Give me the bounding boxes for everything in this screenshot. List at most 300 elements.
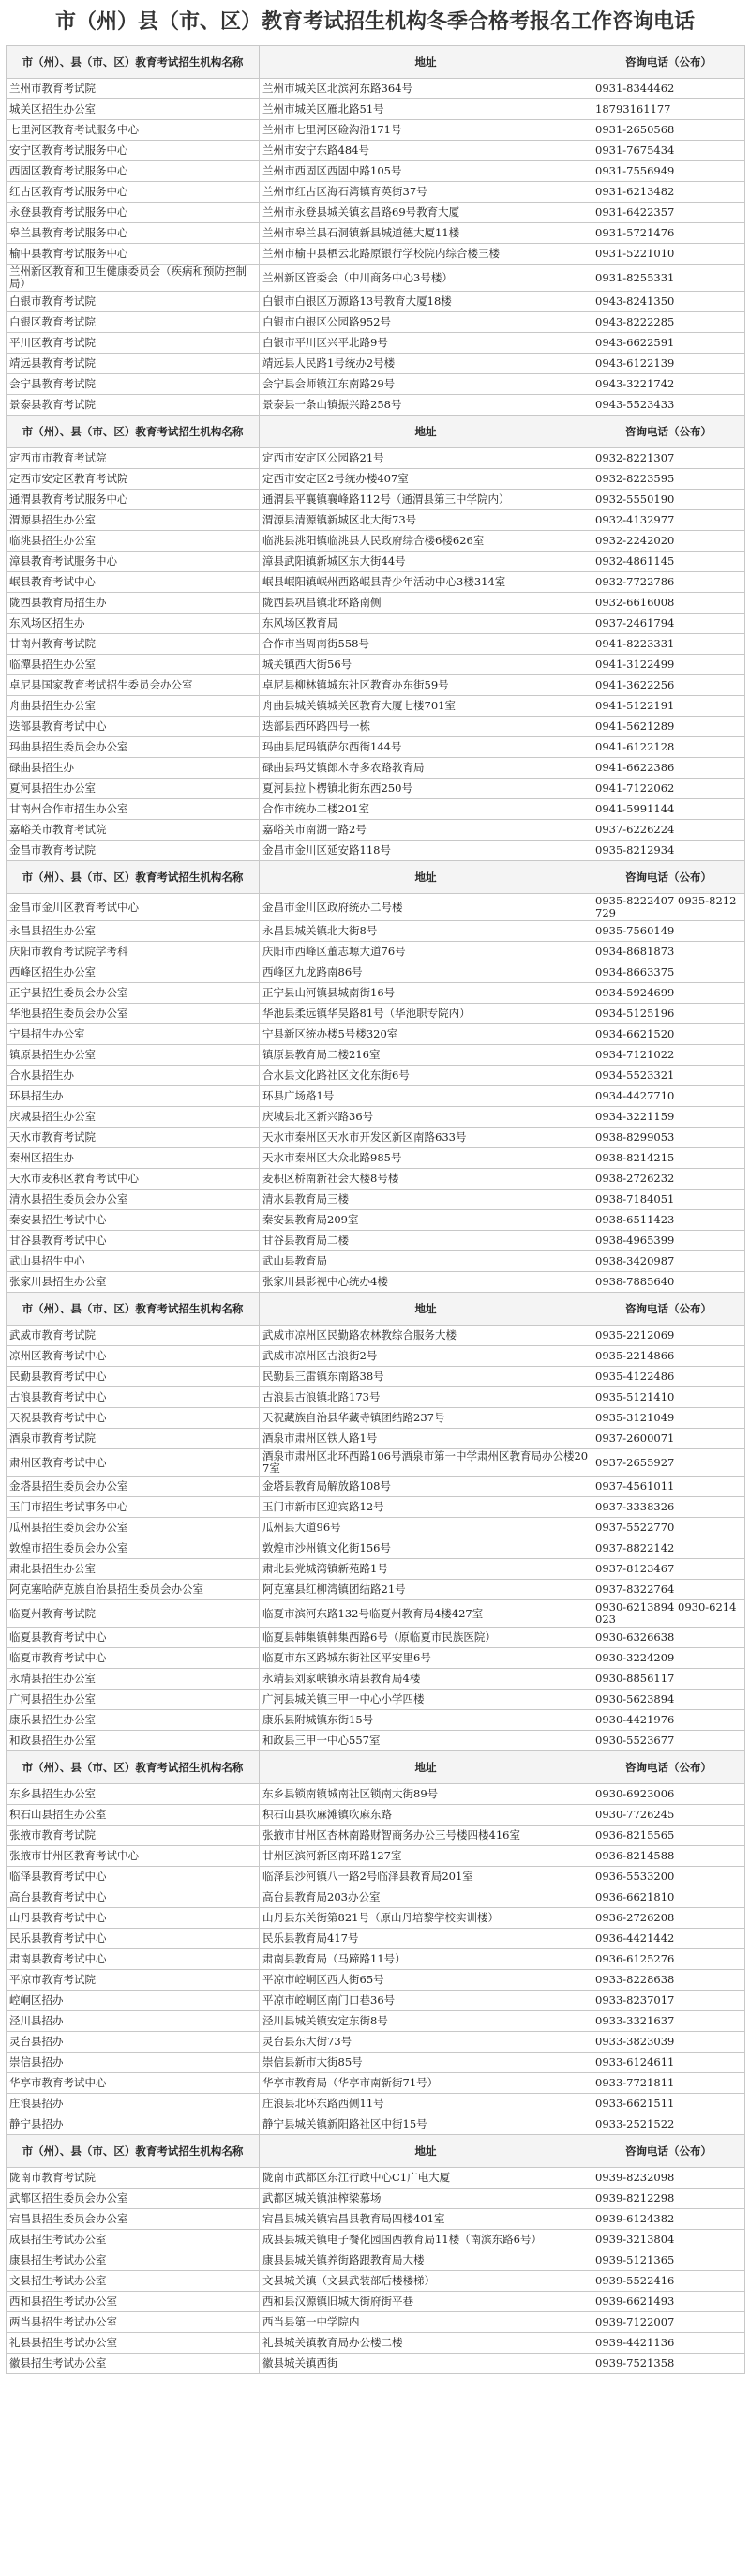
phone-cell: 0931-5221010 [592,244,745,265]
org-name-cell: 兰州新区教育和卫生健康委员会（疾病和预防控制局） [7,265,260,292]
phone-cell: 0933-7721811 [592,2073,745,2094]
org-name-cell: 碌曲县招生办 [7,758,260,779]
org-name-cell: 定西市市教育考试院 [7,448,260,469]
address-cell: 古浪县古浪镇北路173号 [260,1387,592,1408]
org-name-cell: 玉门市招生考试事务中心 [7,1497,260,1518]
phone-cell: 0930-6326638 [592,1628,745,1648]
org-name-cell: 通渭县教育考试服务中心 [7,490,260,510]
org-name-cell: 宕昌县招生委员会办公室 [7,2209,260,2230]
phone-cell: 0935-2212069 [592,1326,745,1346]
phone-cell: 0933-3321637 [592,2011,745,2032]
table-row [7,1408,745,1429]
org-name-cell: 积石山县招生办公室 [7,1805,260,1826]
address-cell: 兰州市皋兰县石洞镇新县城道德大厦11楼 [260,223,592,244]
address-cell: 肃南县教育局（马蹄路11号） [260,1949,592,1970]
table-row [7,2011,745,2032]
address-cell: 宕昌县城关镇宕昌县教育局四楼401室 [260,2209,592,2230]
phone-cell: 0931-2650568 [592,120,745,141]
header-address: 地址 [260,1751,592,1784]
table-row [7,1669,745,1690]
table-row [7,655,745,675]
address-cell: 天祝藏族自治县华藏寺镇团结路237号 [260,1408,592,1429]
address-cell: 和政县三甲一中心557室 [260,1731,592,1751]
table-row [7,942,745,962]
phone-cell: 0933-8228638 [592,1970,745,1991]
phone-cell: 0938-4965399 [592,1231,745,1251]
address-cell: 白银市平川区兴平北路9号 [260,333,592,354]
phone-cell: 0934-5924699 [592,983,745,1004]
table-row [7,1559,745,1580]
table-row [7,1169,745,1190]
address-cell: 静宁县城关镇新阳路社区中街15号 [260,2114,592,2135]
org-name-cell: 临潭县招生办公室 [7,655,260,675]
table-row [7,1107,745,1128]
org-name-cell: 山丹县教育考试中心 [7,1908,260,1929]
contact-table-body [7,46,745,2374]
phone-cell: 0937-2600071 [592,1429,745,1449]
table-row [7,820,745,841]
phone-cell: 0933-2521522 [592,2114,745,2135]
org-name-cell: 文县招生考试办公室 [7,2271,260,2292]
address-cell: 广河县城关镇三甲一中心小学四楼 [260,1690,592,1710]
address-cell: 积石山县吹麻滩镇吹麻东路 [260,1805,592,1826]
address-cell: 民乐县教育局417号 [260,1929,592,1949]
phone-cell: 0934-3221159 [592,1107,745,1128]
address-cell: 康县县城关镇养街路跟教育局大楼 [260,2250,592,2271]
address-cell: 酒泉市肃州区北环西路106号酒泉市第一中学肃州区教育局办公楼207室 [260,1449,592,1477]
address-cell: 兰州市永登县城关镇玄昌路69号教育大厦 [260,203,592,223]
header-org: 市（州）、县（市、区）教育考试招生机构名称 [7,1293,260,1326]
phone-cell: 0936-6621810 [592,1887,745,1908]
phone-cell: 0931-6213482 [592,182,745,203]
table-row [7,120,745,141]
header-phone: 咨询电话（公布） [592,1751,745,1784]
phone-cell: 0930-5623894 [592,1690,745,1710]
table-row [7,1949,745,1970]
header-org: 市（州）、县（市、区）教育考试招生机构名称 [7,416,260,448]
phone-cell: 0941-3122499 [592,655,745,675]
phone-cell: 0935-8212934 [592,841,745,861]
org-name-cell: 玛曲县招生委员会办公室 [7,737,260,758]
address-cell: 武威市凉州区古浪街2号 [260,1346,592,1367]
org-name-cell: 阿克塞哈萨克族自治县招生委员会办公室 [7,1580,260,1600]
header-address: 地址 [260,416,592,448]
address-cell: 东乡县锁南镇城南社区锁南大街89号 [260,1784,592,1805]
table-row [7,395,745,416]
phone-cell: 0933-6621511 [592,2094,745,2114]
table-row [7,983,745,1004]
table-header-row [7,2135,745,2168]
org-name-cell: 安宁区教育考试服务中心 [7,141,260,161]
address-cell: 宁县新区统办楼5号楼320室 [260,1024,592,1045]
table-row [7,1148,745,1169]
address-cell: 清水县教育局三楼 [260,1190,592,1210]
table-row [7,2271,745,2292]
org-name-cell: 七里河区教育考试服务中心 [7,120,260,141]
header-address: 地址 [260,861,592,894]
phone-cell: 0936-6125276 [592,1949,745,1970]
address-cell: 临夏市滨河东路132号临夏州教育局4楼427室 [260,1600,592,1628]
phone-cell: 0941-5991144 [592,799,745,820]
org-name-cell: 兰州市教育考试院 [7,79,260,99]
phone-cell: 0941-5122191 [592,696,745,717]
table-row [7,1690,745,1710]
phone-cell: 0935-4122486 [592,1367,745,1387]
table-row [7,223,745,244]
table-header-row [7,46,745,79]
table-row [7,2230,745,2250]
phone-cell: 0936-8214588 [592,1846,745,1867]
org-name-cell: 两当县招生考试办公室 [7,2312,260,2333]
table-row [7,2312,745,2333]
org-name-cell: 甘谷县教育考试中心 [7,1231,260,1251]
address-cell: 麦积区桥南新社会大楼8号楼 [260,1169,592,1190]
table-row [7,1600,745,1628]
header-phone: 咨询电话（公布） [592,861,745,894]
table-row [7,531,745,552]
phone-cell: 0932-6616008 [592,593,745,614]
phone-cell: 0931-7675434 [592,141,745,161]
address-cell: 华池县柔远镇华吴路81号（华池职专院内） [260,1004,592,1024]
table-row [7,634,745,655]
org-name-cell: 古浪县教育考试中心 [7,1387,260,1408]
address-cell: 岷县岷阳镇岷州西路岷县青少年活动中心3楼314室 [260,572,592,593]
phone-cell: 0943-6122139 [592,354,745,374]
address-cell: 环县广场路1号 [260,1086,592,1107]
phone-cell: 0935-2214866 [592,1346,745,1367]
phone-cell: 0934-5523321 [592,1066,745,1086]
address-cell: 平凉市崆峒区西大街65号 [260,1970,592,1991]
table-row [7,572,745,593]
table-row [7,1251,745,1272]
table-row [7,182,745,203]
table-row [7,1128,745,1148]
table-row [7,1231,745,1251]
org-name-cell: 渭源县招生办公室 [7,510,260,531]
header-org: 市（州）、县（市、区）教育考试招生机构名称 [7,1751,260,1784]
address-cell: 永靖县刘家峡镇永靖县教育局4楼 [260,1669,592,1690]
org-name-cell: 正宁县招生委员会办公室 [7,983,260,1004]
address-cell: 肃北县党城湾镇新苑路1号 [260,1559,592,1580]
address-cell: 兰州市七里河区硷沟沿171号 [260,120,592,141]
table-row [7,1387,745,1408]
phone-cell: 0934-4427710 [592,1086,745,1107]
phone-cell: 0939-5522416 [592,2271,745,2292]
org-name-cell: 会宁县教育考试院 [7,374,260,395]
phone-cell: 0930-6923006 [592,1784,745,1805]
header-address: 地址 [260,2135,592,2168]
phone-cell: 0939-6124382 [592,2209,745,2230]
header-phone: 咨询电话（公布） [592,416,745,448]
table-row [7,593,745,614]
table-row [7,1991,745,2011]
address-cell: 正宁县山河镇县城南街16号 [260,983,592,1004]
table-row [7,779,745,799]
table-row [7,1367,745,1387]
org-name-cell: 宁县招生办公室 [7,1024,260,1045]
org-name-cell: 永昌县招生办公室 [7,921,260,942]
org-name-cell: 肃北县招生办公室 [7,1559,260,1580]
table-row [7,2073,745,2094]
phone-cell: 0938-2726232 [592,1169,745,1190]
address-cell: 徽县城关镇西街 [260,2354,592,2374]
org-name-cell: 成县招生考试办公室 [7,2230,260,2250]
phone-cell: 0930-5523677 [592,1731,745,1751]
header-phone: 咨询电话（公布） [592,46,745,79]
table-row [7,1648,745,1669]
address-cell: 镇原县教育局二楼216室 [260,1045,592,1066]
org-name-cell: 临夏州教育考试院 [7,1600,260,1628]
address-cell: 华亭市教育局（华亭市南新街71号） [260,2073,592,2094]
phone-cell: 0931-8344462 [592,79,745,99]
table-row [7,1846,745,1867]
org-name-cell: 靖远县教育考试院 [7,354,260,374]
table-row [7,244,745,265]
table-row [7,696,745,717]
org-name-cell: 金塔县招生委员会办公室 [7,1477,260,1497]
address-cell: 永昌县城关镇北大街8号 [260,921,592,942]
phone-cell: 0938-8214215 [592,1148,745,1169]
phone-cell: 0939-7122007 [592,2312,745,2333]
address-cell: 玛曲县尼玛镇萨尔西街144号 [260,737,592,758]
table-row [7,354,745,374]
org-name-cell: 武威市教育考试院 [7,1326,260,1346]
table-row [7,1210,745,1231]
address-cell: 酒泉市肃州区铁人路1号 [260,1429,592,1449]
phone-cell: 0938-6511423 [592,1210,745,1231]
phone-cell: 0938-8299053 [592,1128,745,1148]
address-cell: 西和县汉源镇旧城大街府街平巷 [260,2292,592,2312]
phone-cell: 0937-2655927 [592,1449,745,1477]
table-row [7,1784,745,1805]
phone-cell: 0935-5121410 [592,1387,745,1408]
table-row [7,1887,745,1908]
table-row [7,1024,745,1045]
address-cell: 嘉峪关市南湖一路2号 [260,820,592,841]
org-name-cell: 华亭市教育考试中心 [7,2073,260,2094]
address-cell: 定西市安定区2号统办楼407室 [260,469,592,490]
table-row [7,312,745,333]
table-row [7,1066,745,1086]
address-cell: 泾川县城关镇安定东街8号 [260,2011,592,2032]
address-cell: 兰州市榆中县栖云北路原银行学校院内综合楼三楼 [260,244,592,265]
table-row [7,1190,745,1210]
address-cell: 会宁县会师镇江东南路29号 [260,374,592,395]
phone-cell: 0934-6621520 [592,1024,745,1045]
org-name-cell: 庄浪县招办 [7,2094,260,2114]
phone-cell: 0943-8241350 [592,292,745,312]
phone-cell: 0941-8223331 [592,634,745,655]
address-cell: 天水市秦州区天水市开发区新区南路633号 [260,1128,592,1148]
org-name-cell: 环县招生办 [7,1086,260,1107]
org-name-cell: 甘南州教育考试院 [7,634,260,655]
org-name-cell: 城关区招生办公室 [7,99,260,120]
table-row [7,1346,745,1367]
table-row [7,1580,745,1600]
table-row [7,1826,745,1846]
org-name-cell: 肃州区教育考试中心 [7,1449,260,1477]
table-row [7,374,745,395]
phone-cell: 0930-8856117 [592,1669,745,1690]
table-header-row [7,1293,745,1326]
table-row [7,552,745,572]
phone-cell: 0930-6213894 0930-6214023 [592,1600,745,1628]
address-cell: 西当县第一中学院内 [260,2312,592,2333]
org-name-cell: 庆城县招生办公室 [7,1107,260,1128]
org-name-cell: 金昌市教育考试院 [7,841,260,861]
address-cell: 兰州市城关区北滨河东路364号 [260,79,592,99]
address-cell: 渭源县清源镇新城区北大街73号 [260,510,592,531]
phone-cell: 0930-7726245 [592,1805,745,1826]
address-cell: 灵台县东大街73号 [260,2032,592,2053]
org-name-cell: 清水县招生委员会办公室 [7,1190,260,1210]
address-cell: 陇南市武都区东江行政中心C1广电大厦 [260,2168,592,2189]
org-name-cell: 张家川县招生办公室 [7,1272,260,1293]
phone-cell: 0939-6621493 [592,2292,745,2312]
org-name-cell: 康县招生考试办公室 [7,2250,260,2271]
address-cell: 临洮县洮阳镇临洮县人民政府综合楼6楼626室 [260,531,592,552]
table-row [7,1929,745,1949]
org-name-cell: 礼县县招生考试办公室 [7,2333,260,2354]
address-cell: 高台县教育局203办公室 [260,1887,592,1908]
address-cell: 甘谷县教育局二楼 [260,1231,592,1251]
phone-cell: 0937-4561011 [592,1477,745,1497]
org-name-cell: 灵台县招办 [7,2032,260,2053]
address-cell: 通渭县平襄镇襄峰路112号（通渭县第三中学院内） [260,490,592,510]
address-cell: 合作市统办二楼201室 [260,799,592,820]
table-row [7,490,745,510]
table-header-row [7,416,745,448]
org-name-cell: 酒泉市教育考试院 [7,1429,260,1449]
address-cell: 合水县文化路社区文化东街6号 [260,1066,592,1086]
address-cell: 张掖市甘州区杏林南路财智商务办公三号楼四楼416室 [260,1826,592,1846]
address-cell: 康乐县附城镇东街15号 [260,1710,592,1731]
address-cell: 瓜州县大道96号 [260,1518,592,1538]
phone-cell: 0932-8221307 [592,448,745,469]
header-phone: 咨询电话（公布） [592,2135,745,2168]
org-name-cell: 景泰县教育考试院 [7,395,260,416]
address-cell: 靖远县人民路1号统办2号楼 [260,354,592,374]
org-name-cell: 定西市安定区教育考试院 [7,469,260,490]
org-name-cell: 陇西县教育局招生办 [7,593,260,614]
table-row [7,448,745,469]
phone-cell: 0931-7556949 [592,161,745,182]
phone-cell: 0939-5121365 [592,2250,745,2271]
org-name-cell: 西固区教育考试服务中心 [7,161,260,182]
phone-cell: 0933-6124611 [592,2053,745,2073]
header-phone: 咨询电话（公布） [592,1293,745,1326]
org-name-cell: 天水市麦积区教育考试中心 [7,1169,260,1190]
org-name-cell: 瓜州县招生委员会办公室 [7,1518,260,1538]
org-name-cell: 白银区教育考试院 [7,312,260,333]
table-row [7,1449,745,1477]
address-cell: 卓尼县柳林镇城东社区教育办东街59号 [260,675,592,696]
address-cell: 敦煌市沙州镇文化街156号 [260,1538,592,1559]
table-row [7,141,745,161]
phone-cell: 0933-8237017 [592,1991,745,2011]
phone-cell: 0943-8222285 [592,312,745,333]
phone-cell: 0936-5533200 [592,1867,745,1887]
table-row [7,1272,745,1293]
phone-cell: 0935-3121049 [592,1408,745,1429]
phone-cell: 0939-3213804 [592,2230,745,2250]
table-row [7,1908,745,1929]
phone-cell: 0939-8232098 [592,2168,745,2189]
org-name-cell: 康乐县招生办公室 [7,1710,260,1731]
phone-cell: 0934-8681873 [592,942,745,962]
phone-cell: 0937-8322764 [592,1580,745,1600]
org-name-cell: 东乡县招生办公室 [7,1784,260,1805]
table-row [7,921,745,942]
address-cell: 庆阳市西峰区董志塬大道76号 [260,942,592,962]
address-cell: 合作市当周南街558号 [260,634,592,655]
table-row [7,2354,745,2374]
phone-cell: 0937-3338326 [592,1497,745,1518]
phone-cell: 0934-7121022 [592,1045,745,1066]
contact-table [6,45,745,2374]
address-cell: 武威市凉州区民勤路农林教综合服务大楼 [260,1326,592,1346]
table-row [7,2292,745,2312]
table-row [7,894,745,921]
phone-cell: 0935-8222407 0935-8212729 [592,894,745,921]
address-cell: 漳县武阳镇新城区东大街44号 [260,552,592,572]
phone-cell: 0936-8215565 [592,1826,745,1846]
address-cell: 定西市安定区公园路21号 [260,448,592,469]
org-name-cell: 天水市教育考试院 [7,1128,260,1148]
org-name-cell: 东风场区招生办 [7,614,260,634]
address-cell: 碌曲县玛艾镇郎木寺多农路教育局 [260,758,592,779]
org-name-cell: 崆峒区招办 [7,1991,260,2011]
address-cell: 兰州市红古区海石湾镇育英街37号 [260,182,592,203]
org-name-cell: 徽县招生考试办公室 [7,2354,260,2374]
org-name-cell: 秦安县招生考试中心 [7,1210,260,1231]
phone-cell: 0931-6422357 [592,203,745,223]
address-cell: 甘州区滨河新区南环路127室 [260,1846,592,1867]
org-name-cell: 临洮县招生办公室 [7,531,260,552]
table-row [7,799,745,820]
org-name-cell: 西峰区招生办公室 [7,962,260,983]
address-cell: 兰州市西固区西固中路105号 [260,161,592,182]
phone-cell: 0931-5721476 [592,223,745,244]
org-name-cell: 皋兰县教育考试服务中心 [7,223,260,244]
org-name-cell: 合水县招生办 [7,1066,260,1086]
table-row [7,510,745,531]
org-name-cell: 和政县招生办公室 [7,1731,260,1751]
table-row [7,1628,745,1648]
table-row [7,1805,745,1826]
address-cell: 民勤县三雷镇东南路38号 [260,1367,592,1387]
address-cell: 临泽县沙河镇八一路2号临泽县教育局201室 [260,1867,592,1887]
phone-cell: 0941-5621289 [592,717,745,737]
org-name-cell: 榆中县教育考试服务中心 [7,244,260,265]
header-org: 市（州）、县（市、区）教育考试招生机构名称 [7,46,260,79]
phone-cell: 0938-3420987 [592,1251,745,1272]
table-row [7,675,745,696]
address-cell: 秦安县教育局209室 [260,1210,592,1231]
table-row [7,737,745,758]
table-row [7,1497,745,1518]
phone-cell: 0943-6622591 [592,333,745,354]
phone-cell: 0939-4421136 [592,2333,745,2354]
header-address: 地址 [260,46,592,79]
address-cell: 金昌市金川区延安路118号 [260,841,592,861]
address-cell: 兰州市安宁东路484号 [260,141,592,161]
address-cell: 城关镇西大街56号 [260,655,592,675]
phone-cell: 0931-8255331 [592,265,745,292]
phone-cell: 0937-8822142 [592,1538,745,1559]
org-name-cell: 临泽县教育考试中心 [7,1867,260,1887]
phone-cell: 0941-6122128 [592,737,745,758]
